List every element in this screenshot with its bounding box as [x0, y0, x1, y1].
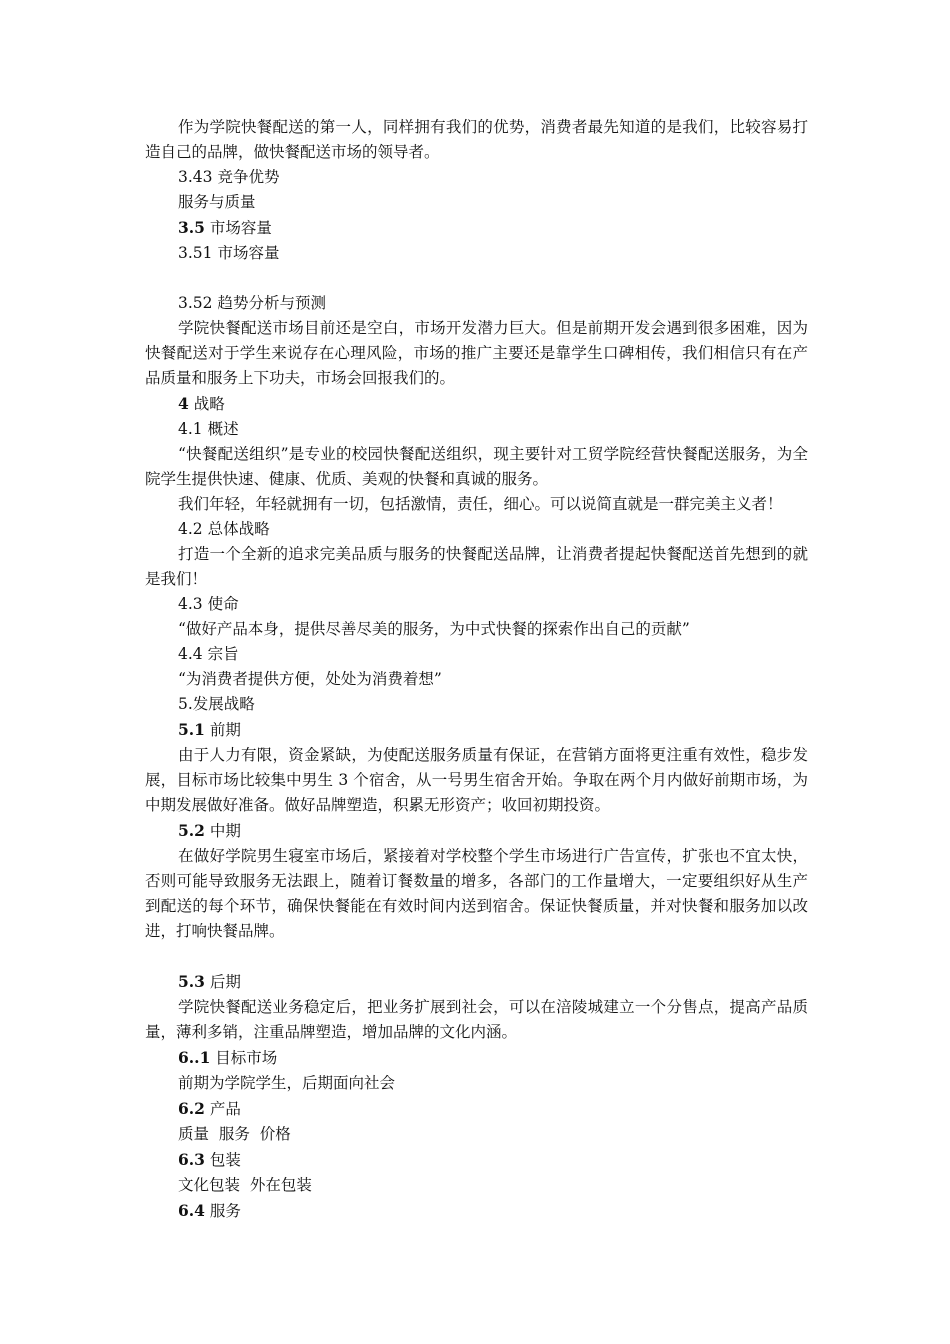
section-number: 6.3: [178, 1150, 205, 1169]
section-title: 包装: [204, 1151, 241, 1169]
section-number: 5.1: [178, 720, 205, 739]
paragraph: 我们年轻，年轻就拥有一切，包括激情，责任，细心。可以说简直就是一群完美主义者！: [178, 495, 783, 513]
text-line: 服务与质量: [178, 193, 256, 211]
section-heading: [145, 391, 808, 417]
section-heading: [145, 215, 808, 241]
paragraph: 学院快餐配送业务稳定后，把业务扩展到社会，可以在涪陵城建立一个分售点，提高产品质量，薄利多销，注重品牌塑造，增加品牌的文化内涵。: [145, 998, 808, 1041]
paragraph: 学院快餐配送市场目前还是空白，市场开发潜力巨大。但是前期开发会遇到很多困难，因为快餐配送对于学生来说存在心理风险，市场的推广主要还是靠学生口碑相传，我们相信只有在产品质量和服务上下功夫，市场会回报我们的。: [145, 319, 808, 387]
section-title: 服务: [204, 1202, 241, 1220]
section-number: 5.2: [178, 821, 205, 840]
section-heading: 3.51 市场容量: [178, 244, 280, 262]
document-body: [145, 115, 808, 1224]
section-title: 产品: [204, 1100, 241, 1118]
section-number: 6..1: [178, 1048, 211, 1067]
section-number: 5.3: [178, 972, 205, 991]
section-heading: [145, 717, 808, 743]
section-heading: 4.4 宗旨: [178, 645, 239, 663]
section-heading: 3.52 趋势分析与预测: [178, 294, 326, 312]
paragraph: 作为学院快餐配送的第一人，同样拥有我们的优势，消费者最先知道的是我们，比较容易打造自己的品牌，做快餐配送市场的领导者。: [145, 118, 808, 161]
paragraph: 在做好学院男生寝室市场后，紧接着对学校整个学生市场进行广告宣传，扩张也不宜太快，否则可能导致服务无法跟上，随着订餐数量的增多，各部门的工作量增大，一定要组织好从生产到配送的每个环节，确保快餐能在有效时间内送到宿舍。保证快餐质量，并对快餐和服务加以改进，打响快餐品牌。: [145, 847, 808, 940]
text-line: “做好产品本身，提供尽善尽美的服务，为中式快餐的探索作出自己的贡献”: [178, 620, 690, 638]
section-title: 后期: [204, 973, 241, 991]
section-number: 6.4: [178, 1201, 205, 1220]
section-heading: [145, 1147, 808, 1173]
section-number: 4: [178, 394, 189, 413]
section-heading: [145, 1198, 808, 1224]
section-heading: 4.2 总体战略: [178, 520, 270, 538]
section-heading: 5.发展战略: [178, 695, 255, 713]
section-number: 6.2: [178, 1099, 205, 1118]
section-heading: [145, 1045, 808, 1071]
section-number: 3.5: [178, 218, 205, 237]
section-title: 战略: [188, 395, 225, 413]
section-heading: [145, 1096, 808, 1122]
text-line: 文化包装 外在包装: [178, 1176, 312, 1194]
text-line: 质量 服务 价格: [178, 1125, 291, 1143]
section-heading: 3.43 竞争优势: [178, 168, 280, 186]
section-title: 目标市场: [210, 1049, 278, 1067]
blank-line: [145, 266, 808, 291]
section-title: 市场容量: [204, 219, 272, 237]
text-line: 前期为学院学生，后期面向社会: [178, 1074, 396, 1092]
text-line: “为消费者提供方便，处处为消费着想”: [178, 670, 442, 688]
paragraph: 由于人力有限，资金紧缺，为使配送服务质量有保证，在营销方面将更注重有效性，稳步发展，目标市场比较集中男生 3 个宿舍，从一号男生宿舍开始。争取在两个月内做好前期市场，为中期发展做好准备。做好品牌塑造，积累无形资产；收回初期投资。: [145, 746, 808, 814]
section-heading: [145, 818, 808, 844]
blank-line: [145, 944, 808, 969]
section-heading: [145, 969, 808, 995]
section-title: 前期: [204, 721, 241, 739]
paragraph: 打造一个全新的追求完美品质与服务的快餐配送品牌，让消费者提起快餐配送首先想到的就是我们！: [145, 545, 808, 588]
section-title: 中期: [204, 822, 241, 840]
paragraph: “快餐配送组织”是专业的校园快餐配送组织，现主要针对工贸学院经营快餐配送服务，为全院学生提供快速、健康、优质、美观的快餐和真诚的服务。: [145, 445, 808, 488]
section-heading: 4.1 概述: [178, 420, 239, 438]
section-heading: 4.3 使命: [178, 595, 239, 613]
